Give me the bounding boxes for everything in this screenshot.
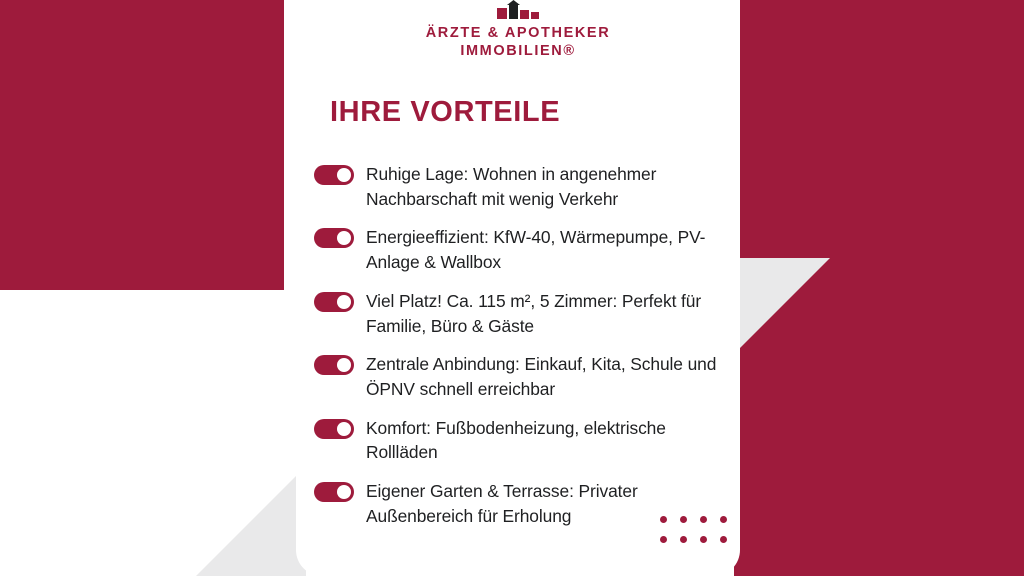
- list-item-label: Zentrale Anbindung: Einkauf, Kita, Schule und ÖPNV schnell erreichbar: [366, 354, 717, 399]
- list-item-label: Ruhige Lage: Wohnen in angenehmer Nachbarschaft mit wenig Verkehr: [366, 164, 657, 209]
- list-item-label: Eigener Garten & Terrasse: Privater Außenbereich für Erholung: [366, 481, 638, 526]
- list-item: [314, 162, 738, 211]
- list-item: [314, 416, 738, 465]
- brand-line-1: ÄRZTE & APOTHEKER: [425, 25, 611, 41]
- list-item-label: Komfort: Fußbodenheizung, elektrische Rollläden: [366, 417, 666, 463]
- toggle-on-icon: [314, 228, 354, 248]
- toggle-on-icon: [314, 419, 354, 439]
- house-logo-icon: [495, 0, 541, 20]
- decorative-triangle-right: [734, 258, 830, 354]
- toggle-on-icon: [314, 482, 354, 502]
- list-item: [314, 352, 738, 401]
- list-item: [314, 225, 738, 274]
- content-card: [296, 0, 740, 576]
- toggle-on-icon: [314, 355, 354, 375]
- list-item-label: Energieeffizient: KfW-40, Wärmepumpe, PV-Anlage & Wallbox: [366, 227, 706, 273]
- page-title: IHRE VORTEILE: [330, 96, 561, 128]
- brand-line-2: IMMOBILIEN®: [460, 43, 576, 60]
- benefits-list: [314, 162, 738, 542]
- background-block-left: [0, 0, 284, 290]
- toggle-on-icon: [314, 165, 354, 185]
- decorative-triangle-left: [196, 466, 306, 576]
- list-item: [314, 289, 738, 338]
- list-item-label: Viel Platz! Ca. 115 m², 5 Zimmer: Perfekt für Familie, Büro & Gäste: [366, 290, 702, 336]
- dot-grid-bottom: [660, 516, 740, 556]
- toggle-on-icon: [314, 292, 354, 312]
- brand-logo: [296, 0, 740, 60]
